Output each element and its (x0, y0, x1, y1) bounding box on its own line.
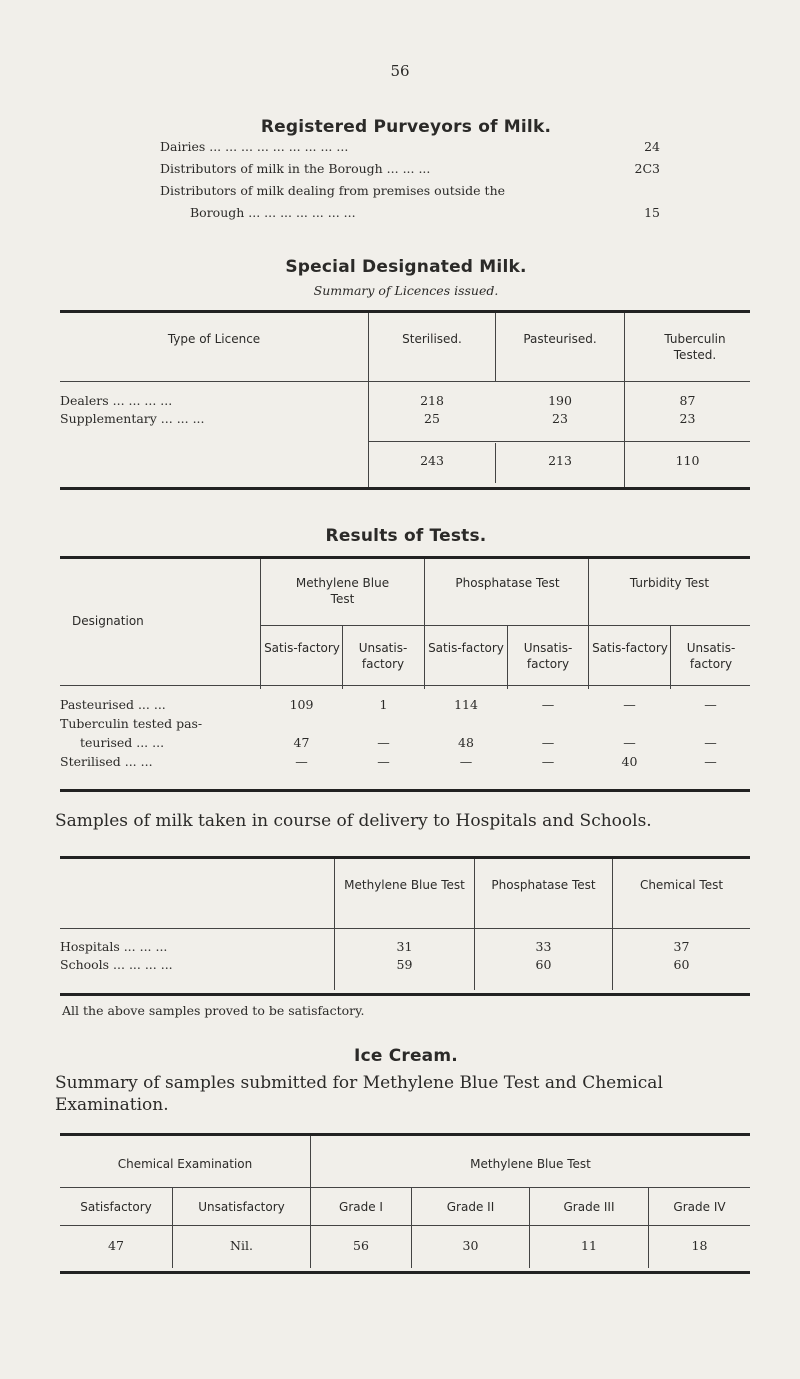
column-header: Unsatis-factory (686, 641, 736, 671)
purveyors-list (160, 139, 660, 227)
column-header: Chemical Test (639, 878, 724, 892)
special-title: Special Designated Milk. (285, 257, 527, 277)
table-cell: 87 (679, 393, 696, 408)
column-header: Type of Licence (167, 332, 261, 346)
column-header: Unsatisfactory (198, 1200, 285, 1214)
row-label: Hospitals ... ... ... (60, 939, 168, 954)
table-cell: 60 (673, 957, 690, 972)
table-cell: 190 (548, 393, 572, 408)
row-label: Sterilised ... ... (60, 754, 153, 769)
list-item: Dairies ... ... ... ... ... ... ... ... ... 24 (160, 139, 660, 154)
table-cell: 47 (108, 1238, 124, 1253)
column-header: Methylene Blue Test (344, 878, 465, 892)
samples-intro: Samples of milk taken in course of delivery to Hospitals and Schools. (55, 811, 652, 831)
table-cell: 23 (679, 411, 696, 426)
column-header: Unsatis-factory (523, 641, 573, 671)
column-header: Pasteurised. (523, 332, 597, 346)
row-label: Pasteurised ... ... (60, 697, 166, 712)
purveyors-title: Registered Purveyors of Milk. (260, 117, 552, 137)
table-cell: 56 (353, 1238, 369, 1253)
column-header: Grade III (563, 1200, 615, 1214)
column-header: Satis-factory (264, 641, 340, 655)
table-cell: 11 (581, 1238, 597, 1253)
column-header: Grade IV (673, 1200, 726, 1214)
table-cell: 31 (396, 939, 413, 954)
column-header: Satis-factory (428, 641, 504, 655)
group-header: Methylene Blue Test (295, 576, 390, 606)
table-cell: — (704, 735, 717, 750)
table-cell: 114 (454, 697, 478, 712)
table-cell: Nil. (230, 1238, 253, 1253)
table-cell: 23 (552, 411, 568, 426)
table-cell: — (459, 754, 473, 769)
results-title: Results of Tests. (325, 526, 487, 546)
table-cell: 40 (621, 754, 638, 769)
group-header: Chemical Examination (117, 1157, 253, 1171)
ice-cream-intro: Summary of samples submitted for Methylene Blue Test and Chemical Examination. (55, 1073, 663, 1115)
table-cell: 18 (691, 1238, 708, 1253)
table-cell: 30 (462, 1238, 479, 1253)
table-cell: — (377, 754, 390, 769)
group-header: Turbidity Test (629, 576, 710, 590)
column-header: Grade II (446, 1200, 495, 1214)
table-cell: 1 (379, 697, 388, 712)
row-label: Supplementary ... ... ... (60, 411, 205, 426)
group-header: Phosphatase Test (455, 576, 560, 590)
designation-header: Designation (72, 614, 144, 628)
column-header: Satis-factory (592, 641, 668, 655)
list-item: Distributors of milk dealing from premises outside the (160, 183, 506, 198)
table-cell: 109 (289, 697, 314, 712)
group-header: Methylene Blue Test (470, 1157, 591, 1171)
table-cell: 60 (535, 957, 552, 972)
column-header: Phosphatase Test (491, 878, 596, 892)
table-cell: 48 (458, 735, 474, 750)
total-cell: 110 (675, 453, 700, 468)
total-cell: 243 (420, 453, 444, 468)
table-cell: — (377, 735, 390, 750)
column-header: Grade I (339, 1200, 383, 1214)
row-label: Schools ... ... ... ... (60, 957, 173, 972)
table-cell: — (541, 754, 555, 769)
list-item: Distributors of milk in the Borough ... ... ... 2C3 (160, 161, 660, 176)
list-item: Borough ... ... ... ... ... ... ... 15 (190, 205, 660, 220)
table-cell: — (295, 754, 308, 769)
table-cell: — (541, 735, 555, 750)
table-cell: — (623, 735, 636, 750)
special-subtitle: Summary of Licences issued. (313, 283, 499, 298)
ice-cream-title: Ice Cream. (354, 1046, 458, 1066)
table-cell: — (623, 697, 636, 712)
page-number: 56 (390, 62, 410, 80)
table-cell: 33 (535, 939, 552, 954)
table-cell: 25 (424, 411, 440, 426)
row-label: teurised ... ... (80, 735, 165, 750)
table-cell: 47 (293, 735, 310, 750)
column-header: Unsatis-factory (358, 641, 408, 671)
column-header: Satisfactory (80, 1200, 152, 1214)
total-cell: 213 (548, 453, 572, 468)
samples-note: All the above samples proved to be satisfactory. (62, 1003, 365, 1018)
table-cell: 37 (673, 939, 690, 954)
row-label: Dealers ... ... ... ... (60, 393, 173, 408)
table-cell: 59 (396, 957, 413, 972)
row-label: Tuberculin tested pas- (60, 716, 203, 731)
table-cell: — (704, 754, 717, 769)
column-header: Tuberculin Tested. (664, 332, 726, 362)
column-header: Sterilised. (402, 332, 462, 346)
table-cell: — (704, 697, 717, 712)
table-cell: 218 (420, 393, 444, 408)
table-cell: — (541, 697, 555, 712)
